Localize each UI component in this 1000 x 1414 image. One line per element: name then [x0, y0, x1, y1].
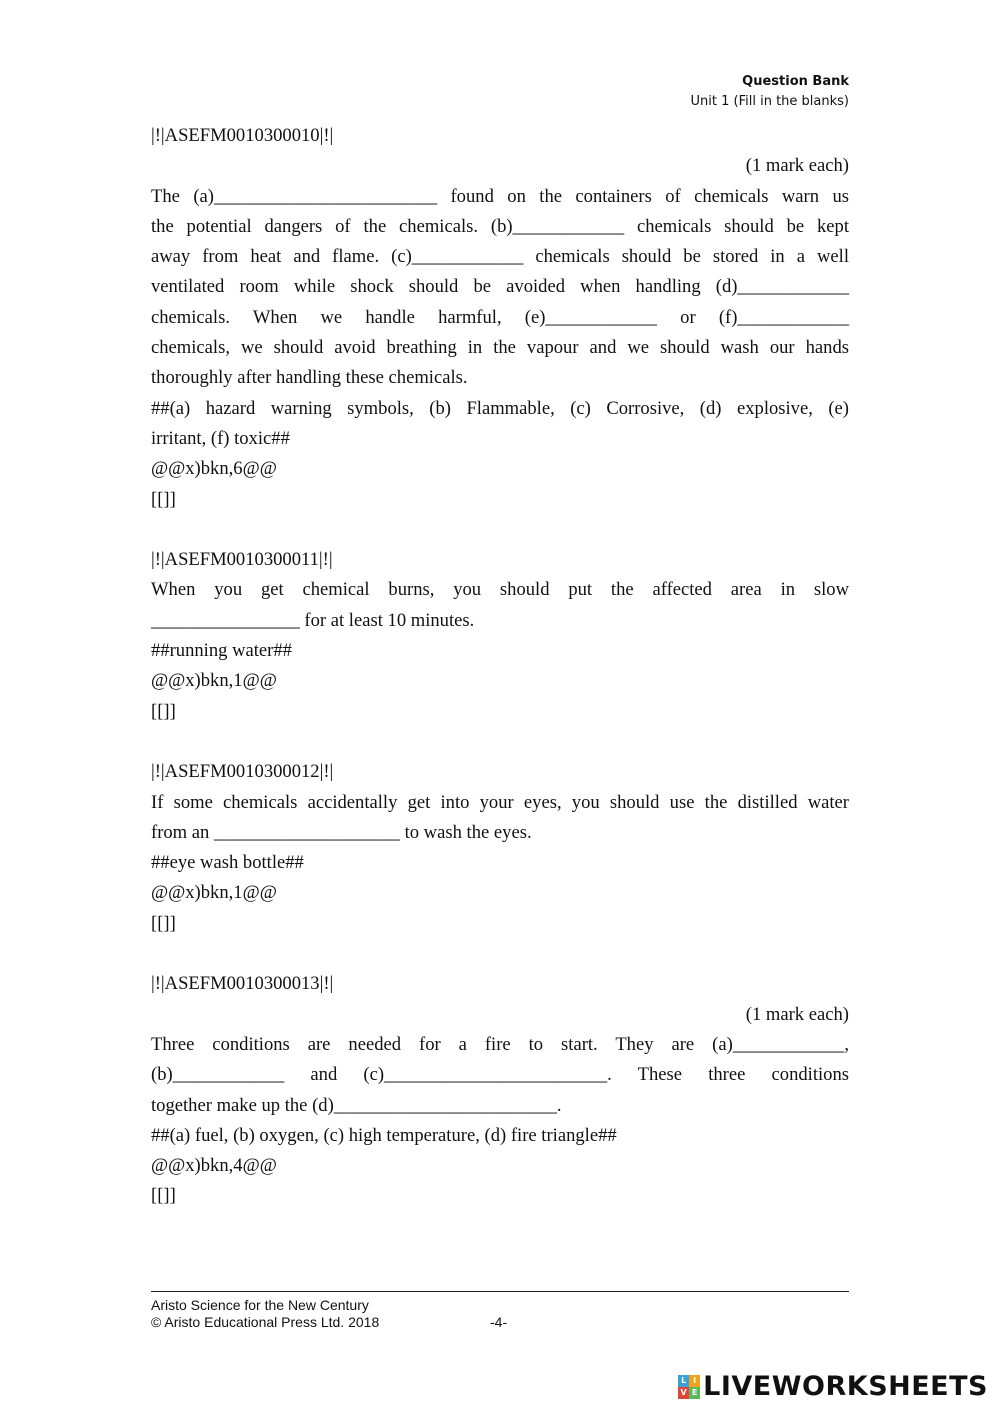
end-marker: [[]] [151, 700, 176, 722]
question-text-line: (b)____________ and (c)________________________. These three conditions [151, 1064, 849, 1086]
question-text-line: chemicals. When we handle harmful, (e)____________ or (f)____________ [151, 306, 849, 328]
logo-tile: E [689, 1387, 700, 1399]
end-marker: [[]] [151, 912, 176, 934]
footer-publication: Aristo Science for the New Century [151, 1297, 369, 1313]
liveworksheets-icon [678, 1375, 700, 1399]
answer-code: @@x)bkn,4@@ [151, 1155, 277, 1177]
question-id: |!|ASEFM0010300013|!| [151, 973, 334, 995]
marks-note: (1 mark each) [745, 155, 849, 177]
answer-code: @@x)bkn,1@@ [151, 882, 277, 904]
answer-code: @@x)bkn,1@@ [151, 670, 277, 692]
answer-line: ##(a) fuel, (b) oxygen, (c) high temperature, (d) fire triangle## [151, 1124, 617, 1146]
question-id: |!|ASEFM0010300012|!| [151, 761, 334, 783]
header-title: Question Bank [742, 74, 849, 89]
question-id: |!|ASEFM0010300010|!| [151, 125, 334, 146]
question-text-line: ________________ for at least 10 minutes. [151, 609, 475, 631]
answer-line: ##eye wash bottle## [151, 852, 304, 874]
logo-tile: V [678, 1387, 689, 1399]
end-marker: [[]] [151, 488, 176, 510]
question-text-line: ventilated room while shock should be avoided when handling (d)____________ [151, 276, 849, 298]
question-list [151, 121, 849, 1212]
question-text-line: If some chemicals accidentally get into your eyes, you should use the distilled water [151, 791, 849, 813]
question-block [151, 121, 849, 515]
answer-code: @@x)bkn,6@@ [151, 458, 277, 480]
question-block [151, 969, 849, 1211]
logo-tile: L [678, 1375, 689, 1387]
question-block [151, 545, 849, 727]
question-id: |!|ASEFM0010300011|!| [151, 549, 333, 571]
answer-line: ##running water## [151, 640, 292, 662]
question-text-line: When you get chemical burns, you should put the affected area in slow [151, 579, 849, 601]
question-text-line: thoroughly after handling these chemicals. [151, 367, 468, 389]
header-subtitle: Unit 1 (Fill in the blanks) [690, 94, 849, 109]
question-text-line: away from heat and flame. (c)____________ chemicals should be stored in a well [151, 246, 849, 268]
marks-note: (1 mark each) [745, 1003, 849, 1025]
page-number: -4- [490, 1314, 508, 1330]
page-footer [151, 1297, 379, 1331]
liveworksheets-wordmark: LIVEWORKSHEETS [703, 1371, 988, 1402]
question-text-line: Three conditions are needed for a fire to start. They are (a)____________, [151, 1033, 849, 1055]
footer-divider [151, 1291, 849, 1292]
page-header [691, 72, 849, 112]
footer-copyright: © Aristo Educational Press Ltd. 2018 [151, 1314, 380, 1330]
question-text-line: the potential dangers of the chemicals. (b)____________ chemicals should be kept [151, 215, 849, 237]
end-marker: [[]] [151, 1185, 176, 1207]
answer-line: ##(a) hazard warning symbols, (b) Flammable, (c) Corrosive, (d) explosive, (e) [151, 397, 849, 419]
question-text-line: together make up the (d)________________________. [151, 1094, 562, 1116]
question-block [151, 757, 849, 939]
answer-line: irritant, (f) toxic## [151, 427, 290, 449]
liveworksheets-logo [678, 1371, 988, 1402]
logo-tile: I [689, 1375, 700, 1387]
question-text-line: The (a)________________________ found on the containers of chemicals warn us [151, 185, 849, 207]
question-text-line: chemicals, we should avoid breathing in the vapour and we should wash our hands [151, 337, 849, 359]
question-text-line: from an ____________________ to wash the eyes. [151, 821, 532, 843]
